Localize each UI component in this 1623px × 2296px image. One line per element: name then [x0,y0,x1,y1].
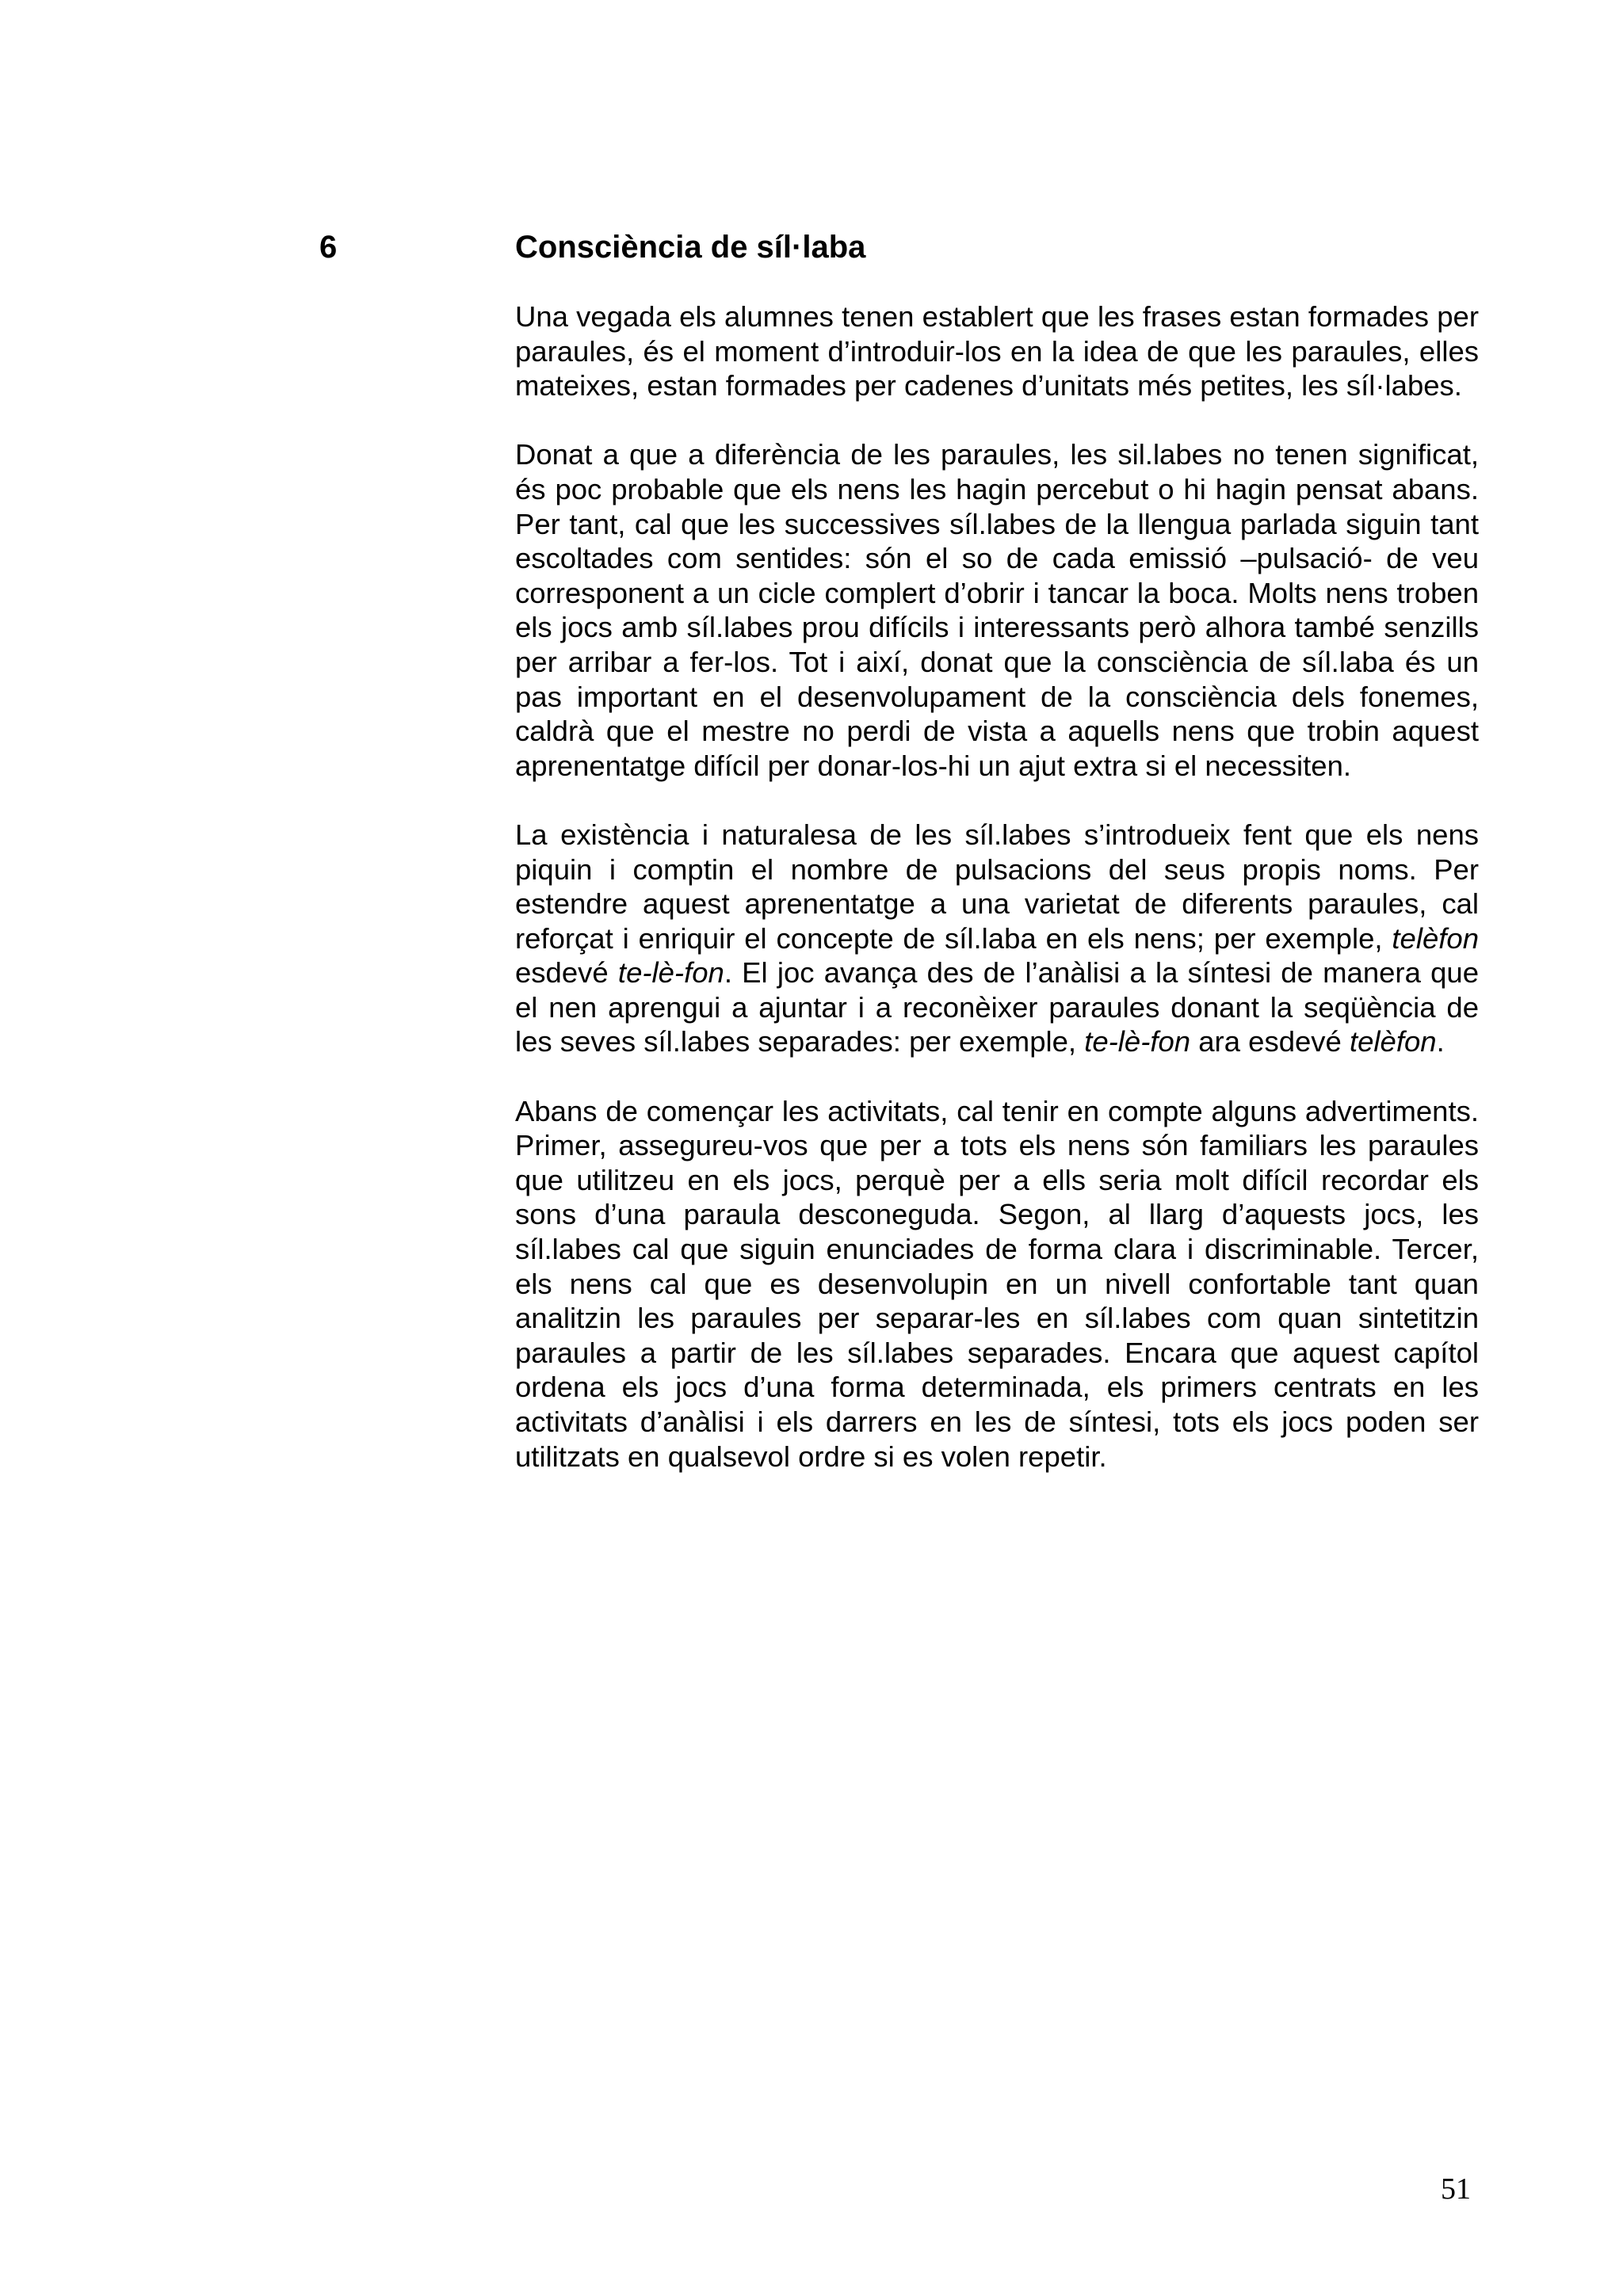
paragraph-warnings [515,1094,1479,1474]
italic-example: te-lè-fon [617,956,724,990]
text-run: esdevé [515,956,618,990]
paragraph-syllable-examples [515,818,1479,1059]
italic-example: telèfon [1392,921,1479,955]
text-run: La existència i naturalesa de les síl.labes s’introdueix fent que els nens piquin i comptin el nombre de pulsacions del seus propis noms. Per estendre aquest aprenentatge a una varietat de diferents paraules, cal reforçat i enriquir el concepte de síl.laba en els nens; per exemple, [515,818,1479,955]
section-number: 6 [319,230,338,265]
text-run: . El joc avança des de l’anàlisi a la síntesi de manera que el nen aprengui a ajuntar i a reconèixer paraules donant la seqüència de les seves síl.labes separades: per exemple, [515,956,1479,1058]
paragraph-syllable-meaning [515,437,1479,783]
paragraph-intro [515,299,1479,403]
text-run: ara esdevé [1190,1025,1350,1058]
text-run: Donat a que a diferència de les paraules, les sil.labes no tenen significat, és poc probable que els nens les hagin percebut o hi hagin pensat abans. Per tant, cal que les successives síl.labes de la llengua parlada siguin tant escoltades com sentides: són el so de cada emissió –pulsació- de veu corresponent a un cicle complert d’obrir i tancar la boca. Molts nens troben els jocs amb síl.labes prou difícils i interessants però alhora també senzills per arribar a fer-los. Tot i així, donat que la consciència de síl.laba és un pas important en el desenvolupament de la consciència dels fonemes, caldrà que el mestre no perdi de vista a aquells nens que trobin aquest aprenentatge difícil per donar-los-hi un ajut extra si el necessiten. [515,438,1479,782]
text-run: Una vegada els alumnes tenen establert que les frases estan formades per paraules, és el moment d’introduir-los en la idea de que les paraules, elles mateixes, estan formades per cadenes d’unitats més petites, les síl·labes. [515,300,1479,402]
page-number: 51 [1441,2172,1471,2206]
section-title: Consciència de síl·laba [515,230,866,265]
text-run: . [1436,1025,1445,1058]
italic-example: telèfon [1349,1025,1437,1058]
italic-example: te-lè-fon [1084,1025,1191,1058]
body-text [515,299,1479,1508]
text-run: Abans de començar les activitats, cal tenir en compte alguns advertiments. Primer, assegureu-vos que per a tots els nens són familiars les paraules que utilitzeu en els jocs, perquè per a ells seria molt difícil recordar els sons d’una paraula desconeguda. Segon, al llarg d’aquests jocs, les síl.labes cal que siguin enunciades de forma clara i discriminable. Tercer, els nens cal que es desenvolupin en un nivell confortable tant quan analitzin les paraules per separar-les en síl.labes com quan sintetitzin paraules a partir de les síl.labes separades. Encara que aquest capítol ordena els jocs d’una forma determinada, els primers centrats en les activitats d’anàlisi i els darrers en les de síntesi, tots els jocs poden ser utilitzats en qualsevol ordre si es volen repetir. [515,1094,1479,1473]
